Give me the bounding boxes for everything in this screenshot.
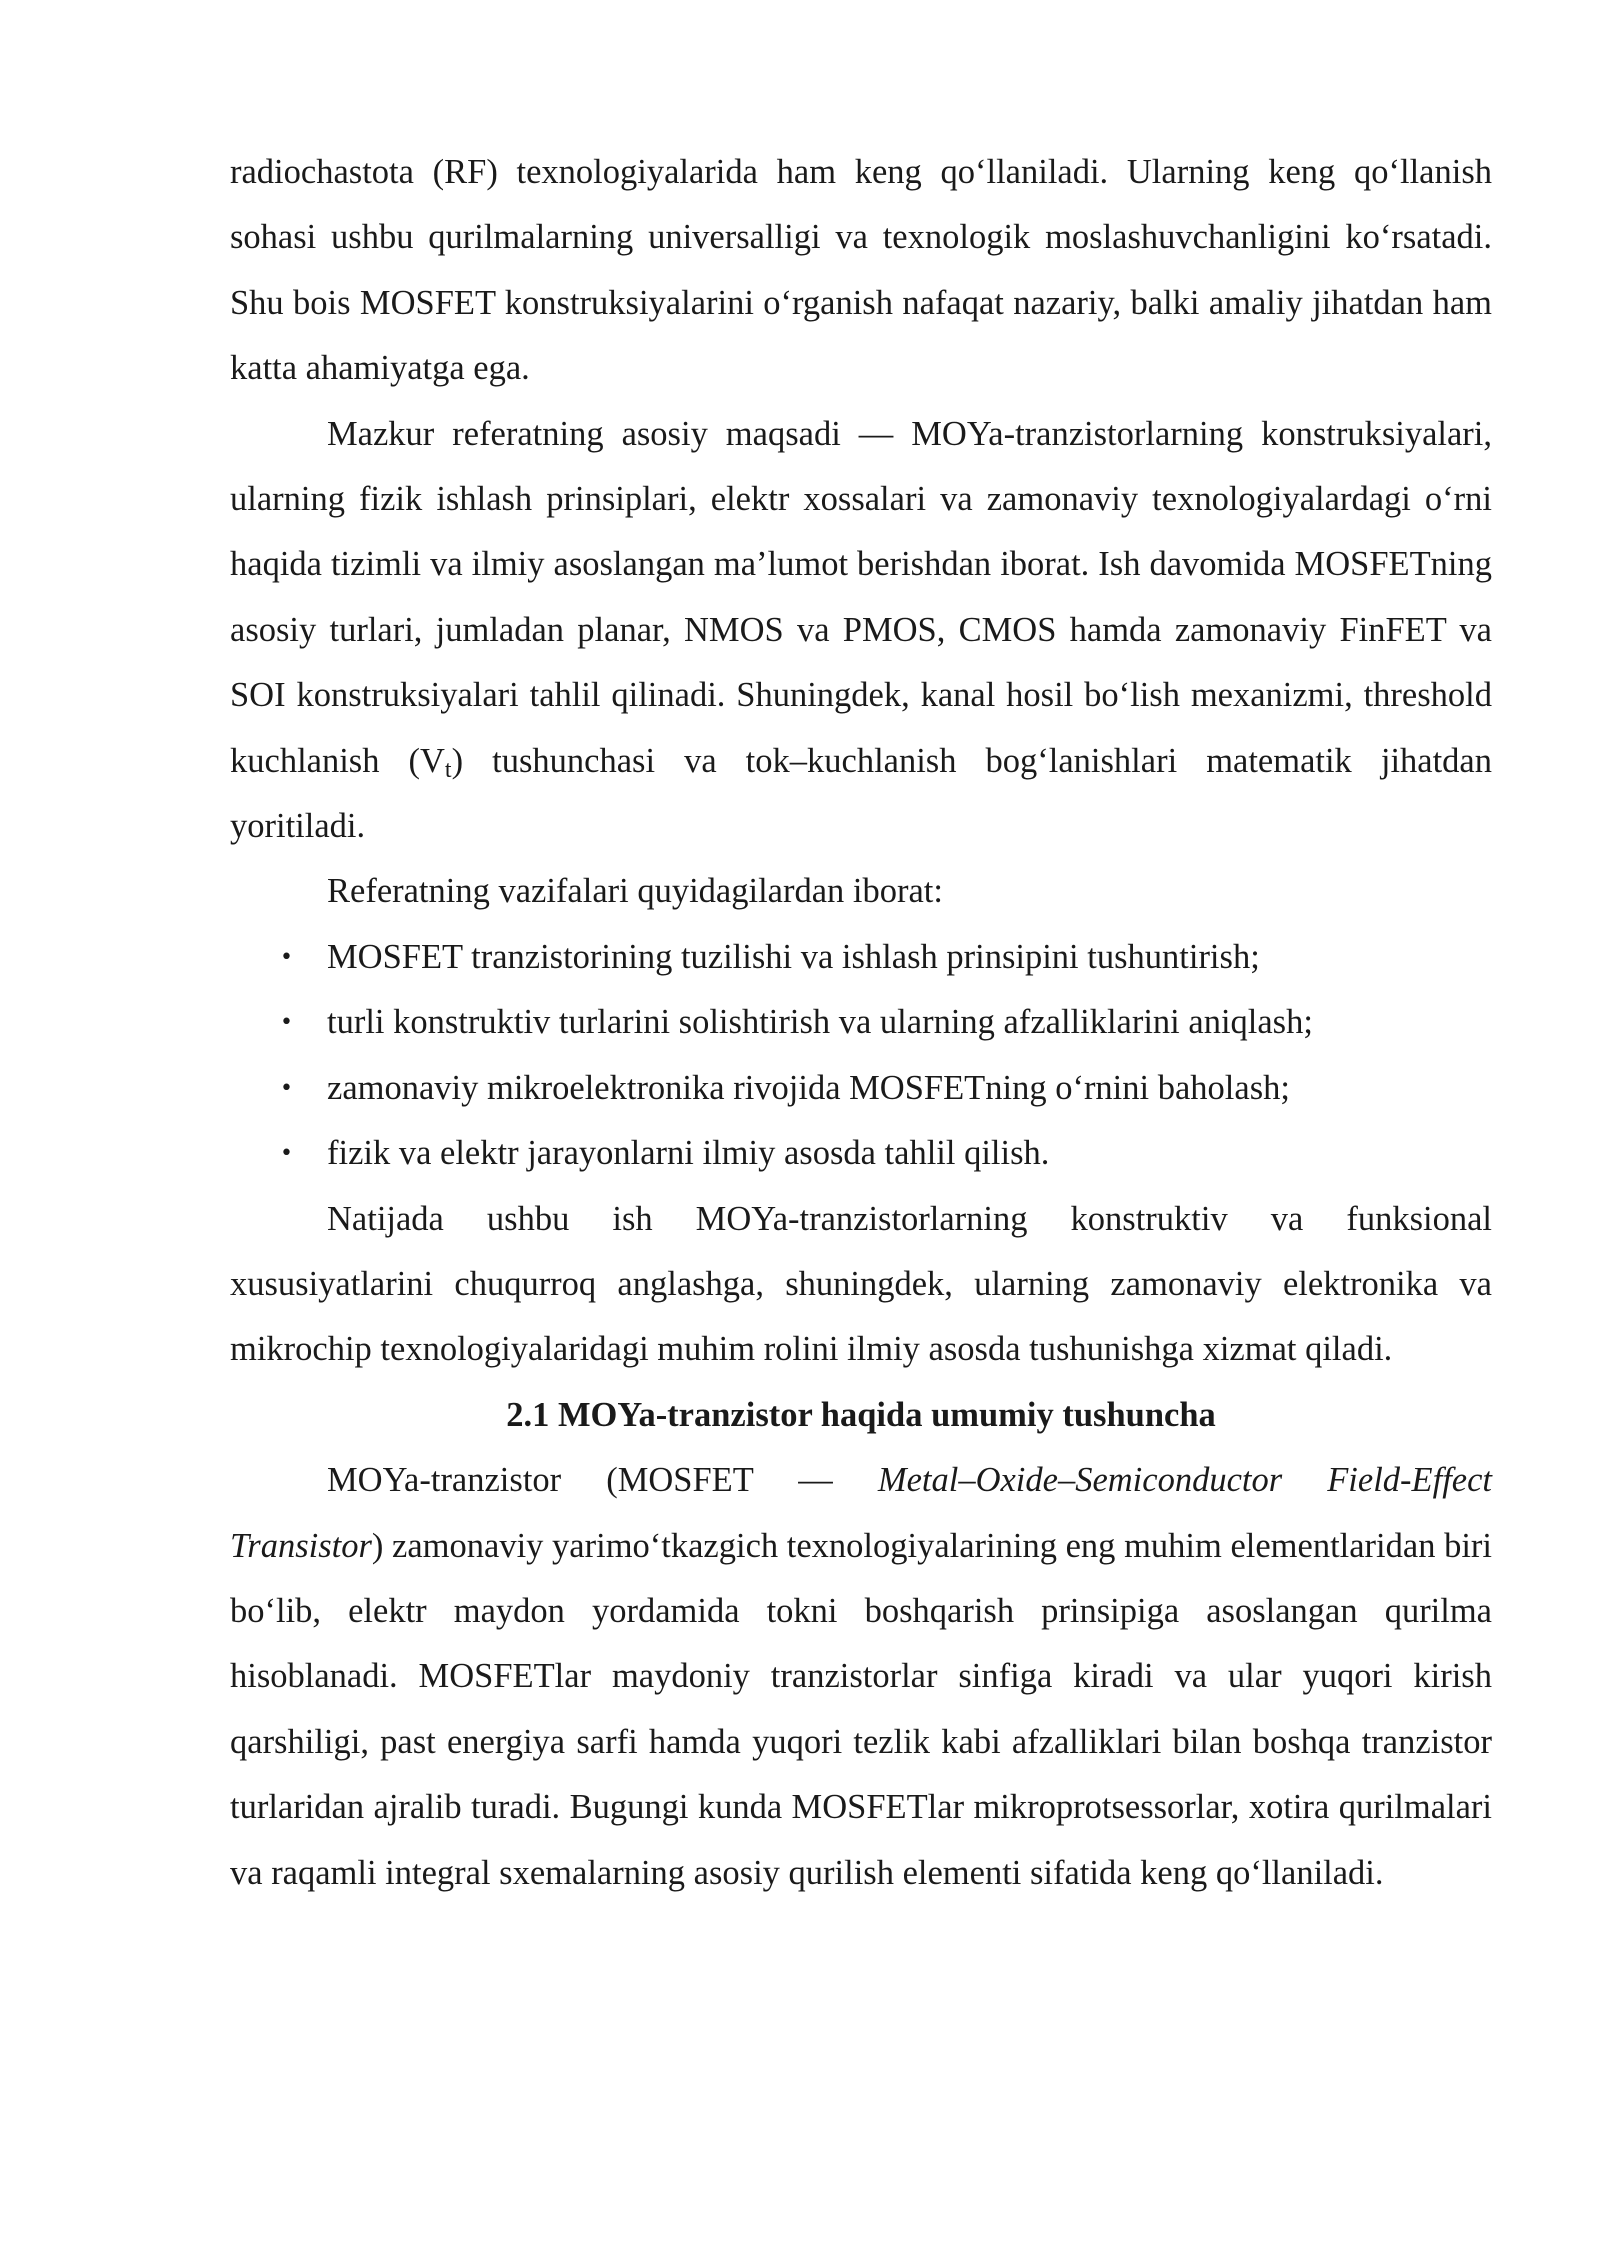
list-item-text: MOSFET tranzistorining tuzilishi va ishlash prinsipini tushuntirish; [327,937,1260,976]
list-item [230,1121,1492,1186]
paragraph-mosfet-definition [230,1448,1492,1906]
bullet-icon: • [280,1141,293,1167]
aim-text-end: ) tushunchasi va tok–kuchlanish bog‘lanishlari matematik jihatdan yoritiladi. [230,741,1492,846]
list-item-text: zamonaviy mikroelektronika rivojida MOSFETning o‘rnini baholash; [327,1068,1290,1107]
paragraph-intro-continuation: radiochastota (RF) texnologiyalarida ham keng qo‘llaniladi. Ularning keng qo‘llanish sohasi ushbu qurilmalarning universalligi va texnologik moslashuvchanligini ko‘rsatadi. Shu bois MOSFET konstruksiyalarini o‘rganish nafaqat nazariy, balki amaliy jihatdan ham katta ahamiyatga ega. [230,153,1492,388]
section-heading: 2.1 MOYa-tranzistor haqida umumiy tushuncha [506,1395,1216,1434]
list-item-text: fizik va elektr jarayonlarni ilmiy asosda tahlil qilish. [327,1134,1050,1173]
paragraph-tasks-intro: Referatning vazifalari quyidagilardan iborat: [327,872,943,911]
list-item [230,925,1492,990]
bullet-icon: • [280,944,293,970]
list-item-text: turli konstruktiv turlarini solishtirish va ularning afzalliklarini aniqlash; [327,1003,1313,1042]
list-item [230,1056,1492,1121]
definition-start: MOYa-tranzistor (MOSFET — [327,1461,878,1500]
tasks-list [230,925,1492,1187]
paragraph-conclusion: Natijada ushbu ish MOYa-tranzistorlarning konstruktiv va funksional xususiyatlarini chuqurroq anglashga, shuningdek, ularning zamonaviy elektronika va mikrochip texnologiyalaridagi muhim rolini ilmiy asosda tushunishga xizmat qiladi. [230,1199,1492,1369]
threshold-subscript: t [444,756,452,783]
paragraph-aim [230,402,1492,860]
bullet-icon: • [280,1010,293,1036]
list-item [230,990,1492,1055]
mosfet-full-name: Metal–Oxide–Semiconductor Field-Effect Transistor [230,1461,1492,1565]
aim-text: Mazkur referatning asosiy maqsadi — MOYa-tranzistorlarning konstruksiyalari, ularning fizik ishlash prinsiplari, elektr xossalari va zamonaviy texnologiyalardagi o‘rni haqida tizimli va ilmiy asoslangan ma’lumot berishdan iborat. Ish davomida MOSFETning asosiy turlari, jumladan planar, NMOS va PMOS, CMOS hamda zamonaviy FinFET va SOI konstruksiyalari tahlil qilinadi. Shuningdek, kanal hosil bo‘lish mexanizmi, threshold kuchlanish (V [230,414,1492,780]
bullet-icon: • [280,1075,293,1101]
definition-rest: ) zamonaviy yarimo‘tkazgich texnologiyalarining eng muhim elementlaridan biri bo‘lib, elektr maydon yordamida tokni boshqarish prinsipiga asoslangan qurilma hisoblanadi. MOSFETlar maydoniy tranzistorlar sinfiga kiradi va ular yuqori kirish qarshiligi, past energiya sarfi hamda yuqori tezlik kabi afzalliklari bilan boshqa tranzistor turlaridan ajralib turadi. Bugungi kunda MOSFETlar mikroprotsessorlar, xotira qurilmalari va raqamli integral sxemalarning asosiy qurilish elementi sifatida keng qo‘llaniladi. [230,1526,1492,1892]
document-page [230,140,1492,1906]
